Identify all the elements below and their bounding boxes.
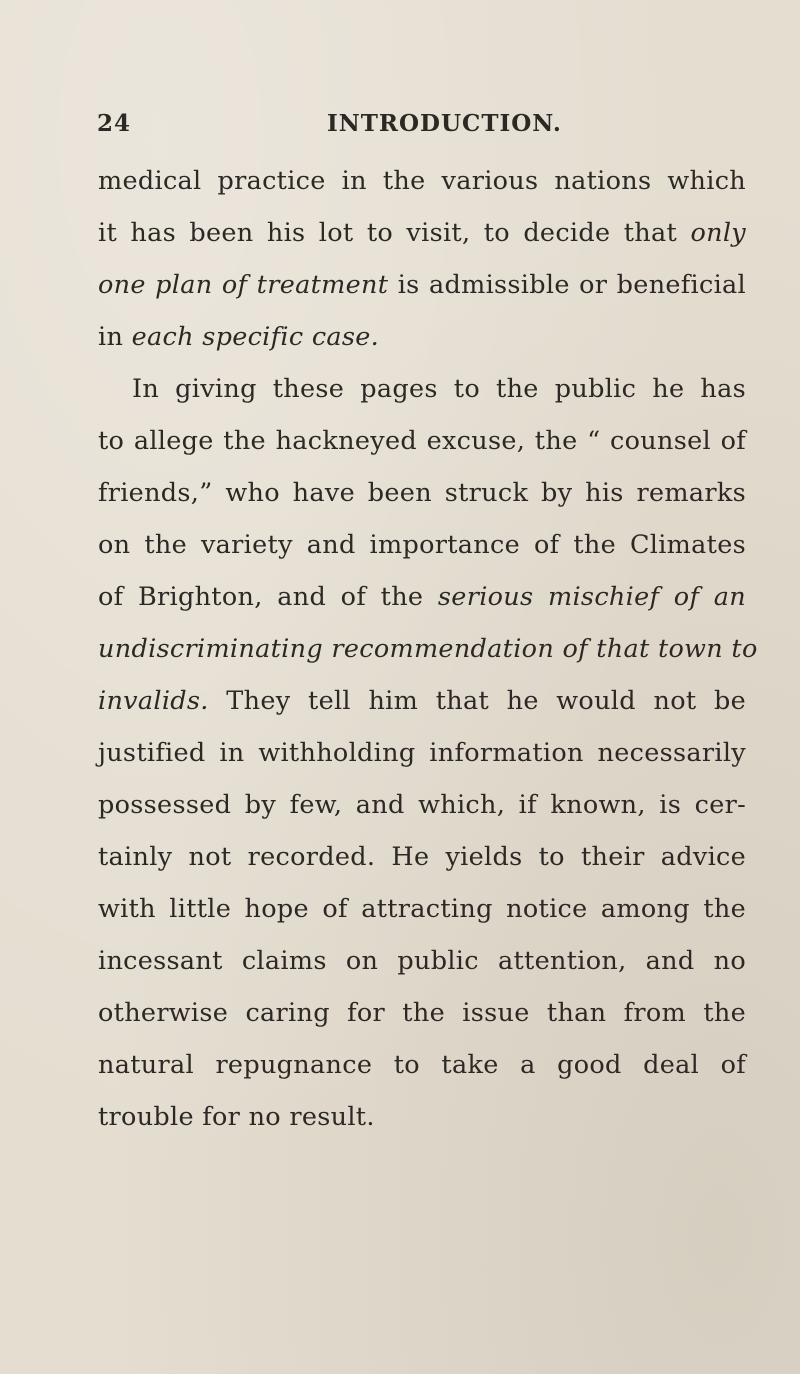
text-line: otherwise caring for the issue than from the xyxy=(98,998,746,1028)
text-line xyxy=(98,623,758,675)
text-line: incessant claims on public attention, and no xyxy=(98,946,746,976)
text-line: justified in withholding information necessarily xyxy=(98,738,746,768)
text-line: to allege the hackneyed excuse, the “ counsel of xyxy=(98,426,746,456)
text-line: on the variety and importance of the Climates xyxy=(98,530,746,560)
text-line: natural repugnance to take a good deal of xyxy=(98,1050,746,1080)
text-line: friends,” who have been struck by his remarks xyxy=(98,478,746,508)
text-line: trouble for no result. xyxy=(98,1102,375,1132)
italic-text: undiscriminating recommendation of that town to xyxy=(98,634,758,664)
italic-text: serious mischief of an xyxy=(437,582,747,612)
body-text xyxy=(98,155,758,1143)
paragraph-start-line: In giving these pages to the public he has xyxy=(132,374,746,404)
text-line: one plan of treatment is admissible or beneficial xyxy=(98,270,746,300)
text-line: tainly not recorded. He yields to their advice xyxy=(98,842,746,872)
italic-text: only xyxy=(690,218,746,248)
italic-text: invalids. xyxy=(98,686,209,716)
running-head-title: INTRODUCTION. xyxy=(327,110,562,137)
running-head xyxy=(97,110,737,144)
text-line: medical practice in the various nations which xyxy=(98,166,746,196)
text-line: invalids. They tell him that he would not be xyxy=(98,686,746,716)
text-line: of Brighton, and of the serious mischief of an xyxy=(98,582,747,612)
text-line: possessed by few, and which, if known, is cer- xyxy=(98,790,746,820)
italic-text: each specific case. xyxy=(131,322,380,352)
text-line: it has been his lot to visit, to decide that only xyxy=(98,218,746,248)
italic-text: one plan of treatment xyxy=(98,270,389,300)
text-line: with little hope of attracting notice among the xyxy=(98,894,746,924)
page-number: 24 xyxy=(97,110,132,137)
text-line: in each specific case. xyxy=(98,322,380,352)
